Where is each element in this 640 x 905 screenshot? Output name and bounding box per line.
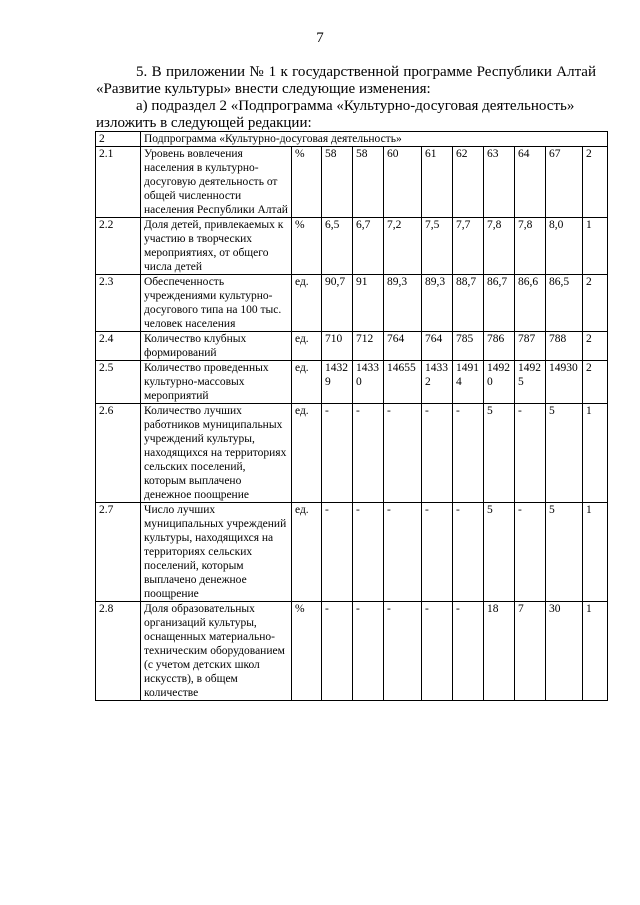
- row-value: -: [384, 503, 422, 602]
- row-value: 58: [353, 147, 384, 218]
- row-indicator: Уровень вовлечения населения в культурно-досуговую деятельность от общей численности населения Республики Алтай: [141, 147, 292, 218]
- row-last-value: 2: [583, 332, 608, 361]
- row-value: -: [422, 503, 453, 602]
- row-value: 14920: [484, 361, 515, 404]
- row-value: 91: [353, 275, 384, 332]
- header-number: 2: [96, 132, 141, 147]
- row-indicator: Обеспеченность учреждениями культурно-досугового типа на 100 тыс. человек населения: [141, 275, 292, 332]
- row-value: 14930: [546, 361, 583, 404]
- row-value: 60: [384, 147, 422, 218]
- row-value: -: [322, 602, 353, 701]
- row-value: -: [453, 404, 484, 503]
- row-indicator: Количество клубных формирований: [141, 332, 292, 361]
- page-number: 7: [316, 30, 324, 46]
- row-value: 786: [484, 332, 515, 361]
- row-unit: ед.: [292, 503, 322, 602]
- row-indicator: Количество проведенных культурно-массовых мероприятий: [141, 361, 292, 404]
- row-number: 2.5: [96, 361, 141, 404]
- row-value: -: [353, 602, 384, 701]
- row-unit: ед.: [292, 332, 322, 361]
- row-last-value: 2: [583, 275, 608, 332]
- row-value: -: [453, 503, 484, 602]
- table-row: [96, 275, 608, 332]
- row-value: 14329: [322, 361, 353, 404]
- row-value: -: [384, 602, 422, 701]
- row-value: -: [422, 602, 453, 701]
- row-unit: %: [292, 602, 322, 701]
- row-value: -: [515, 404, 546, 503]
- row-value: 5: [546, 404, 583, 503]
- row-value: 86,7: [484, 275, 515, 332]
- row-value: 14914: [453, 361, 484, 404]
- row-value: 58: [322, 147, 353, 218]
- row-unit: %: [292, 147, 322, 218]
- row-value: 785: [453, 332, 484, 361]
- indicators-table: [95, 131, 608, 701]
- paragraph-amendment: 5. В приложении № 1 к государственной программе Республики Алтай «Развитие культуры» внести следующие изменения:: [96, 64, 596, 97]
- row-value: 88,7: [453, 275, 484, 332]
- row-value: 712: [353, 332, 384, 361]
- row-value: 64: [515, 147, 546, 218]
- row-value: -: [384, 404, 422, 503]
- row-value: 7,7: [453, 218, 484, 275]
- row-number: 2.6: [96, 404, 141, 503]
- row-number: 2.8: [96, 602, 141, 701]
- row-value: -: [353, 404, 384, 503]
- row-value: 67: [546, 147, 583, 218]
- row-last-value: 1: [583, 404, 608, 503]
- row-value: 89,3: [384, 275, 422, 332]
- row-value: 61: [422, 147, 453, 218]
- row-value: -: [515, 503, 546, 602]
- row-value: 14330: [353, 361, 384, 404]
- row-value: -: [353, 503, 384, 602]
- row-value: -: [422, 404, 453, 503]
- row-value: 63: [484, 147, 515, 218]
- row-value: 86,6: [515, 275, 546, 332]
- row-value: 788: [546, 332, 583, 361]
- row-value: 86,5: [546, 275, 583, 332]
- row-value: 6,5: [322, 218, 353, 275]
- row-value: 7,8: [515, 218, 546, 275]
- row-value: -: [322, 404, 353, 503]
- row-value: 787: [515, 332, 546, 361]
- row-indicator: Доля образовательных организаций культуры, оснащенных материально-техническим оборудованием (с учетом детских школ искусств), в общем количестве: [141, 602, 292, 701]
- row-last-value: 1: [583, 602, 608, 701]
- row-value: -: [453, 602, 484, 701]
- row-value: 710: [322, 332, 353, 361]
- row-last-value: 2: [583, 361, 608, 404]
- table-header-row: [96, 132, 608, 147]
- row-value: 764: [384, 332, 422, 361]
- row-value: 14332: [422, 361, 453, 404]
- row-last-value: 1: [583, 218, 608, 275]
- row-value: 30: [546, 602, 583, 701]
- row-indicator: Количество лучших работников муниципальных учреждений культуры, находящихся на территориях сельских поселений, которым выплачено денежное поощрение: [141, 404, 292, 503]
- table-row: [96, 332, 608, 361]
- row-value: 7: [515, 602, 546, 701]
- row-value: 14655: [384, 361, 422, 404]
- row-last-value: 1: [583, 503, 608, 602]
- row-number: 2.3: [96, 275, 141, 332]
- row-indicator: Число лучших муниципальных учреждений культуры, находящихся на территориях сельских поселений, которым выплачено денежное поощрение: [141, 503, 292, 602]
- row-number: 2.7: [96, 503, 141, 602]
- row-value: 7,8: [484, 218, 515, 275]
- row-last-value: 2: [583, 147, 608, 218]
- row-unit: ед.: [292, 361, 322, 404]
- row-unit: ед.: [292, 404, 322, 503]
- row-value: 7,5: [422, 218, 453, 275]
- row-value: 89,3: [422, 275, 453, 332]
- row-value: -: [322, 503, 353, 602]
- row-value: 5: [484, 503, 515, 602]
- row-number: 2.4: [96, 332, 141, 361]
- row-unit: ед.: [292, 275, 322, 332]
- table-row: [96, 602, 608, 701]
- row-value: 18: [484, 602, 515, 701]
- row-value: 14925: [515, 361, 546, 404]
- table-row: [96, 404, 608, 503]
- row-value: 5: [546, 503, 583, 602]
- header-title: Подпрограмма «Культурно-досуговая деятельность»: [141, 132, 608, 147]
- table-row: [96, 503, 608, 602]
- row-value: 8,0: [546, 218, 583, 275]
- paragraph-subsection: а) подраздел 2 «Подпрограмма «Культурно-досуговая деятельность» изложить в следующей редакции:: [96, 98, 575, 131]
- table-row: [96, 147, 608, 218]
- row-value: 5: [484, 404, 515, 503]
- row-indicator: Доля детей, привлекаемых к участию в творческих мероприятиях, от общего числа детей: [141, 218, 292, 275]
- row-value: 90,7: [322, 275, 353, 332]
- row-value: 764: [422, 332, 453, 361]
- table-row: [96, 218, 608, 275]
- row-number: 2.2: [96, 218, 141, 275]
- row-unit: %: [292, 218, 322, 275]
- row-value: 7,2: [384, 218, 422, 275]
- row-number: 2.1: [96, 147, 141, 218]
- row-value: 62: [453, 147, 484, 218]
- row-value: 6,7: [353, 218, 384, 275]
- table-row: [96, 361, 608, 404]
